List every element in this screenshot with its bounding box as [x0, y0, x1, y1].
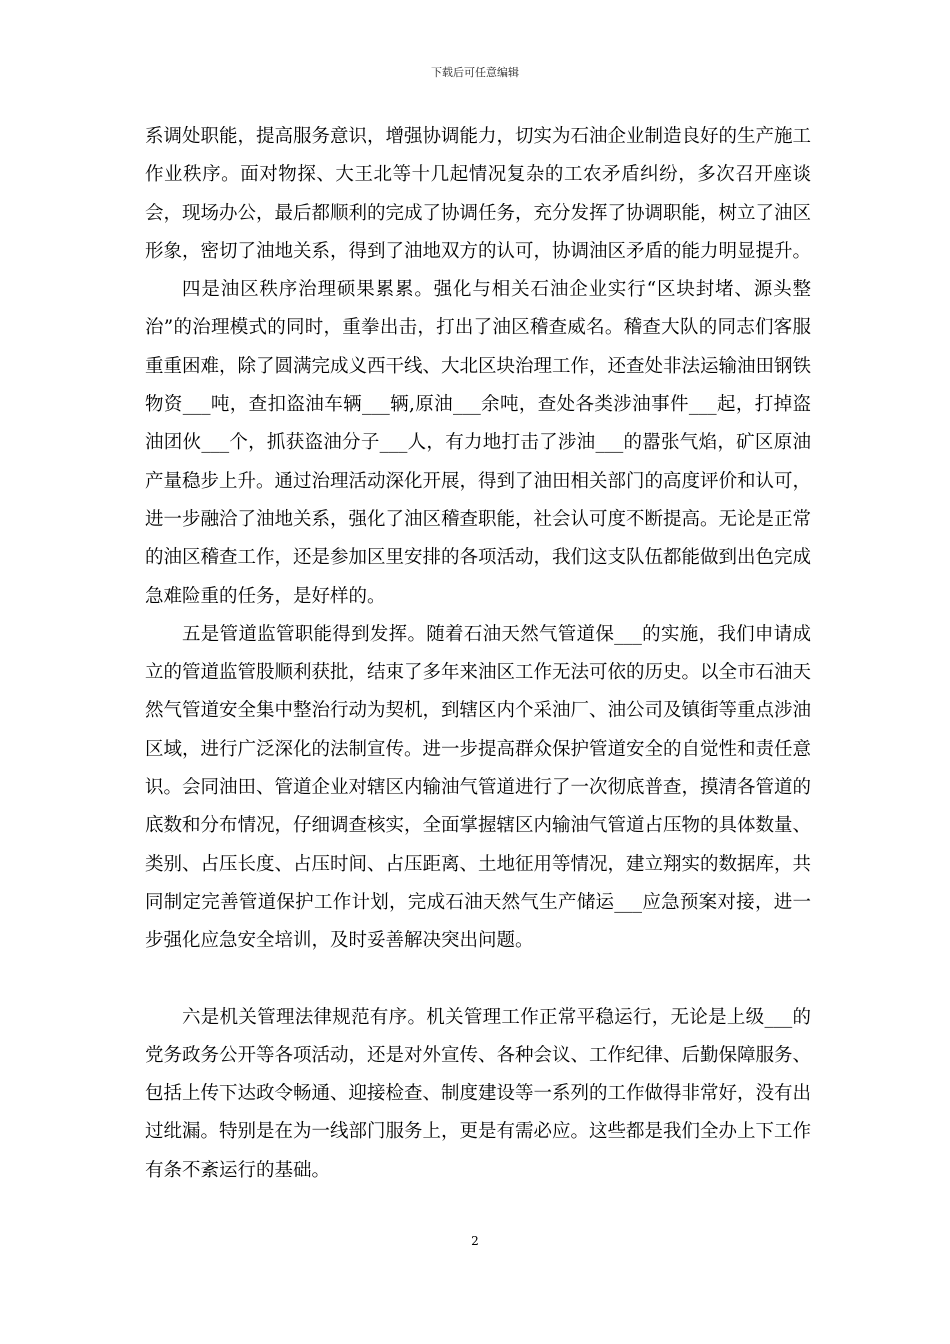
paragraph-1: 系调处职能，提高服务意识，增强协调能力，切实为石油企业制造良好的生产施工作业秩序。面对物探、大王北等十几起情况复杂的工农矛盾纠纷，多次召开座谈会，现场办公，最后都顺利的完成了协调任务，充分发挥了协调职能，树立了油区形象，密切了油地关系，得到了油地双方的认可，协调油区矛盾的能力明显提升。: [145, 126, 812, 262]
page-header: 下载后可任意编辑: [431, 66, 519, 79]
paragraph-3: 五是管道监管职能得到发挥。随着石油天然气管道保___的实施，我们申请成立的管道监管股顺利获批，结束了多年来油区工作无法可依的历史。以全市石油天然气管道安全集中整治行动为契机，到辖区内个采油厂、油公司及镇街等重点涉油区域，进行广泛深化的法制宣传。进一步提高群众保护管道安全的自觉性和责任意识。会同油田、管道企业对辖区内输油气管道进行了一次彻底普查，摸清各管道的底数和分布情况，仔细调查核实，全面掌握辖区内输油气管道占压物的具体数量、类别、占压长度、占压时间、占压距离、土地征用等情况，建立翔实的数据库，共同制定完善管道保护工作计划，完成石油天然气生产储运___应急预案对接，进一步强化应急安全培训，及时妥善解决突出问题。: [145, 623, 812, 952]
paragraph-2: 四是油区秩序治理硕果累累。强化与相关石油企业实行“区块封堵、源头整治”的治理模式的同时，重拳出击，打出了油区稽查威名。稽查大队的同志们客服重重困难，除了圆满完成义西干线、大北区块治理工作，还查处非法运输油田钢铁物资___吨，查扣盗油车辆___辆,原油___余吨，查处各类涉油事件___起，打掉盗油团伙___个，抓获盗油分子___人，有力地打击了涉油___的嚣张气焰，矿区原油产量稳步上升。通过治理活动深化开展，得到了油田相关部门的高度评价和认可，进一步融洽了油地关系，强化了油区稽查职能，社会认可度不断提高。无论是正常的油区稽查工作，还是参加区里安排的各项活动，我们这支队伍都能做到出色完成急难险重的任务，是好样的。: [145, 279, 812, 607]
paragraph-4: 六是机关管理法律规范有序。机关管理工作正常平稳运行，无论是上级___的党务政务公开等各项活动，还是对外宣传、各种会议、工作纪律、后勤保障服务、包括上传下达政令畅通、迎接检查、制度建设等一系列的工作做得非常好，没有出过纰漏。特别是在为一线部门服务上，更是有需必应。这些都是我们全办上下工作有条不紊运行的基础。: [145, 1006, 812, 1181]
page-number: 2: [471, 1234, 479, 1248]
paragraph-gap: [145, 961, 811, 999]
document-body: [145, 118, 811, 1190]
